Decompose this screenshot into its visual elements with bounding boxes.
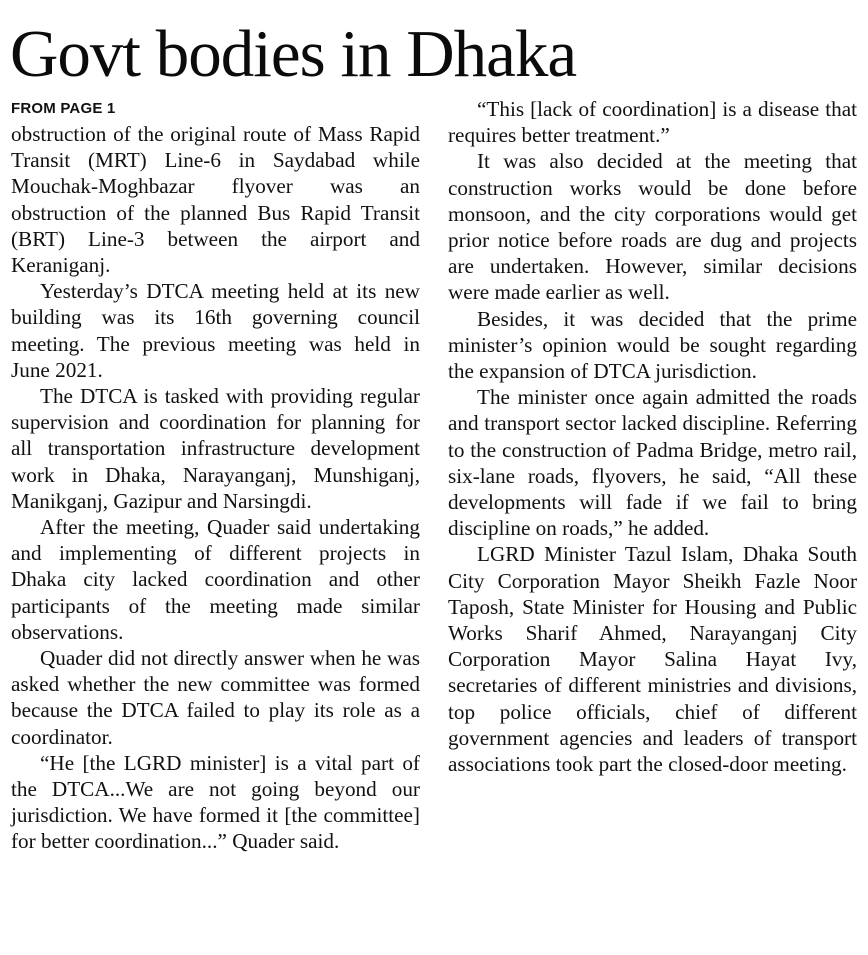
paragraph: Besides, it was decided that the prime minister’s opinion would be sought regarding the expansion of DTCA jurisdiction. bbox=[448, 306, 857, 384]
article-column-left bbox=[11, 96, 420, 855]
article-column-right bbox=[448, 96, 857, 777]
paragraph: The DTCA is tasked with providing regular supervision and coordination for planning for all transportation infrastructure development work in Dhaka, Narayanganj, Munshiganj, Manikganj, Gazipur and Narsingdi. bbox=[11, 384, 420, 513]
paragraph: Yesterday’s DTCA meeting held at its new building was its 16th governing council meeting. The previous meeting was held in June 2021. bbox=[11, 279, 420, 382]
paragraph: After the meeting, Quader said undertaking and implementing of different projects in Dhaka city lacked coordination and other participants of the meeting made similar observations. bbox=[11, 515, 420, 644]
paragraph: LGRD Minister Tazul Islam, Dhaka South City Corporation Mayor Sheikh Fazle Noor Taposh, State Minister for Housing and Public Works Sharif Ahmed, Narayanganj City Corporation Mayor Salina Hayat Ivy, secretaries of different ministries and divisions, top police officials, chief of different government agencies and leaders of transport associations took part the closed-door meeting. bbox=[448, 542, 857, 777]
paragraph: It was also decided at the meeting that construction works would be done before monsoon, and the city corporations would get prior notice before roads are dug and projects are undertaken. However, similar decisions were made earlier as well. bbox=[448, 149, 857, 305]
paragraph: Quader did not directly answer when he was asked whether the new committee was formed because the DTCA failed to play its role as a coordinator. bbox=[11, 646, 420, 749]
paragraph: “This [lack of coordination] is a disease that requires better treatment.” bbox=[448, 97, 857, 148]
paragraph: The minister once again admitted the roads and transport sector lacked discipline. Referring to the construction of Padma Bridge, metro rail, six-lane roads, flyovers, he said, “All these developments will fade if we fail to bring discipline on roads,” he added. bbox=[448, 385, 857, 541]
paragraph: “He [the LGRD minister] is a vital part of the DTCA...We are not going beyond our jurisdiction. We have formed it [the committee] for better coordination...” Quader said. bbox=[11, 750, 420, 854]
headline: Govt bodies in Dhaka bbox=[10, 17, 577, 91]
paragraph: obstruction of the original route of Mass Rapid Transit (MRT) Line-6 in Saydabad while Mouchak-Moghbazar flyover was an obstruction of the planned Bus Rapid Transit (BRT) Line-3 between the airport and Keraniganj. bbox=[11, 122, 420, 278]
jump-line: FROM PAGE 1 bbox=[11, 100, 116, 117]
